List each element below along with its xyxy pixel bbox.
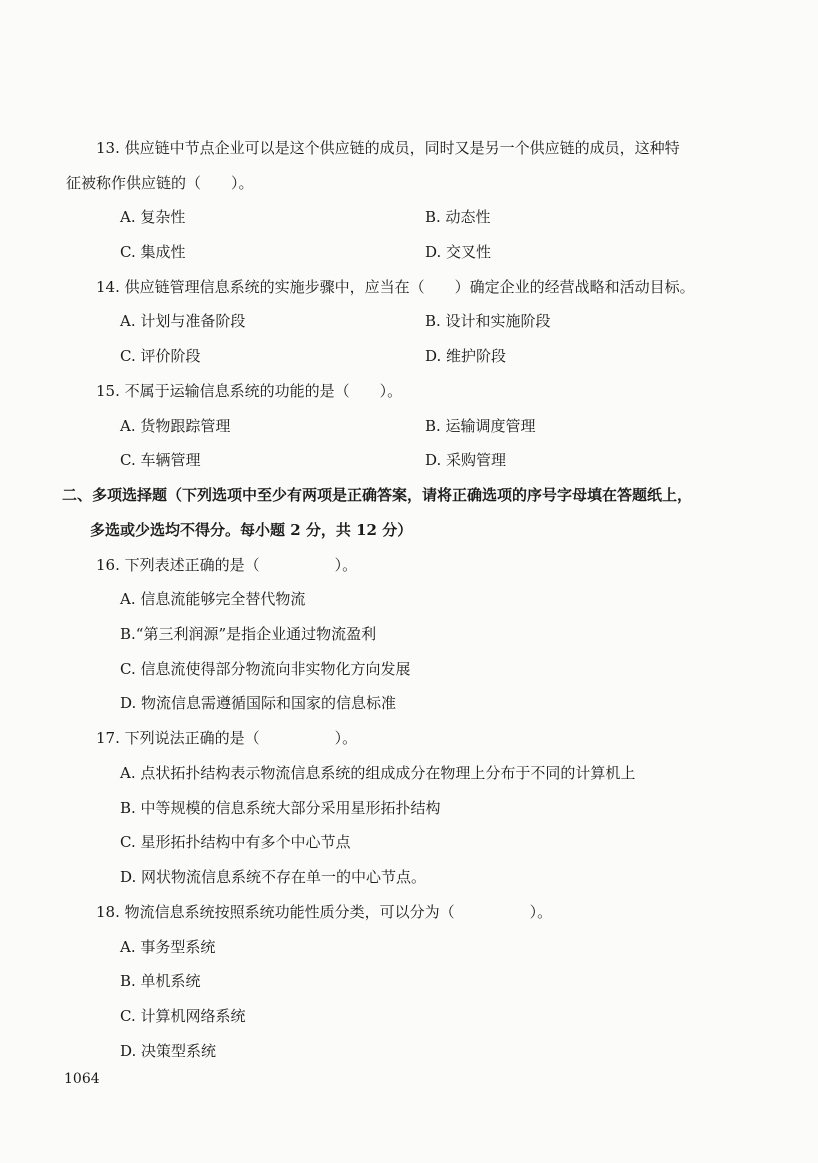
q13-option-d: D. 交叉性 xyxy=(425,243,492,261)
q18-option-a: A. 事务型系统 xyxy=(120,938,216,956)
q14-option-c: C. 评价阶段 xyxy=(120,347,201,365)
q17-option-c: C. 星形拓扑结构中有多个中心节点 xyxy=(120,833,351,851)
q14-option-a: A. 计划与准备阶段 xyxy=(120,312,246,330)
q15-option-a: A. 货物跟踪管理 xyxy=(120,417,231,435)
q16-stem: 16. 下列表述正确的是（ ）。 xyxy=(96,556,358,574)
q16-option-d: D. 物流信息需遵循国际和国家的信息标准 xyxy=(120,694,397,712)
q15-option-d: D. 采购管理 xyxy=(425,451,507,469)
q14-option-b: B. 设计和实施阶段 xyxy=(425,312,551,330)
q18-option-b: B. 单机系统 xyxy=(120,972,201,990)
q13-stem-line2: 征被称作供应链的（ ）。 xyxy=(66,174,254,192)
q16-option-c: C. 信息流使得部分物流向非实物化方向发展 xyxy=(120,660,411,678)
q16-option-a: A. 信息流能够完全替代物流 xyxy=(120,590,306,608)
q17-option-d: D. 网状物流信息系统不存在单一的中心节点。 xyxy=(120,868,427,886)
section-2-heading-line1: 二、多项选择题（下列选项中至少有两项是正确答案，请将正确选项的序号字母填在答题纸上， xyxy=(62,486,693,504)
q13-option-b: B. 动态性 xyxy=(425,208,491,226)
q15-option-c: C. 车辆管理 xyxy=(120,451,201,469)
q16-option-b: B.“第三利润源”是指企业通过物流盈利 xyxy=(120,625,377,643)
q17-option-a: A. 点状拓扑结构表示物流信息系统的组成成分在物理上分布于不同的计算机上 xyxy=(120,764,636,782)
page-number: 1064 xyxy=(64,1071,100,1087)
q14-stem: 14. 供应链管理信息系统的实施步骤中，应当在（ ）确定企业的经营战略和活动目标。 xyxy=(96,278,695,296)
q18-stem: 18. 物流信息系统按照系统功能性质分类，可以分为（ ）。 xyxy=(96,903,553,921)
q13-option-a: A. 复杂性 xyxy=(120,208,186,226)
q18-option-c: C. 计算机网络系统 xyxy=(120,1007,246,1025)
q13-stem-line1: 13. 供应链中节点企业可以是这个供应链的成员，同时又是另一个供应链的成员，这种特 xyxy=(96,139,680,157)
q13-option-c: C. 集成性 xyxy=(120,243,186,261)
q15-option-b: B. 运输调度管理 xyxy=(425,417,536,435)
q18-option-d: D. 决策型系统 xyxy=(120,1042,217,1060)
q14-option-d: D. 维护阶段 xyxy=(425,347,507,365)
section-2-heading-line2: 多选或少选均不得分。每小题 2 分，共 12 分） xyxy=(90,521,413,539)
q17-stem: 17. 下列说法正确的是（ ）。 xyxy=(96,729,358,747)
q17-option-b: B. 中等规模的信息系统大部分采用星形拓扑结构 xyxy=(120,799,441,817)
q15-stem: 15. 不属于运输信息系统的功能的是（ ）。 xyxy=(96,382,403,400)
